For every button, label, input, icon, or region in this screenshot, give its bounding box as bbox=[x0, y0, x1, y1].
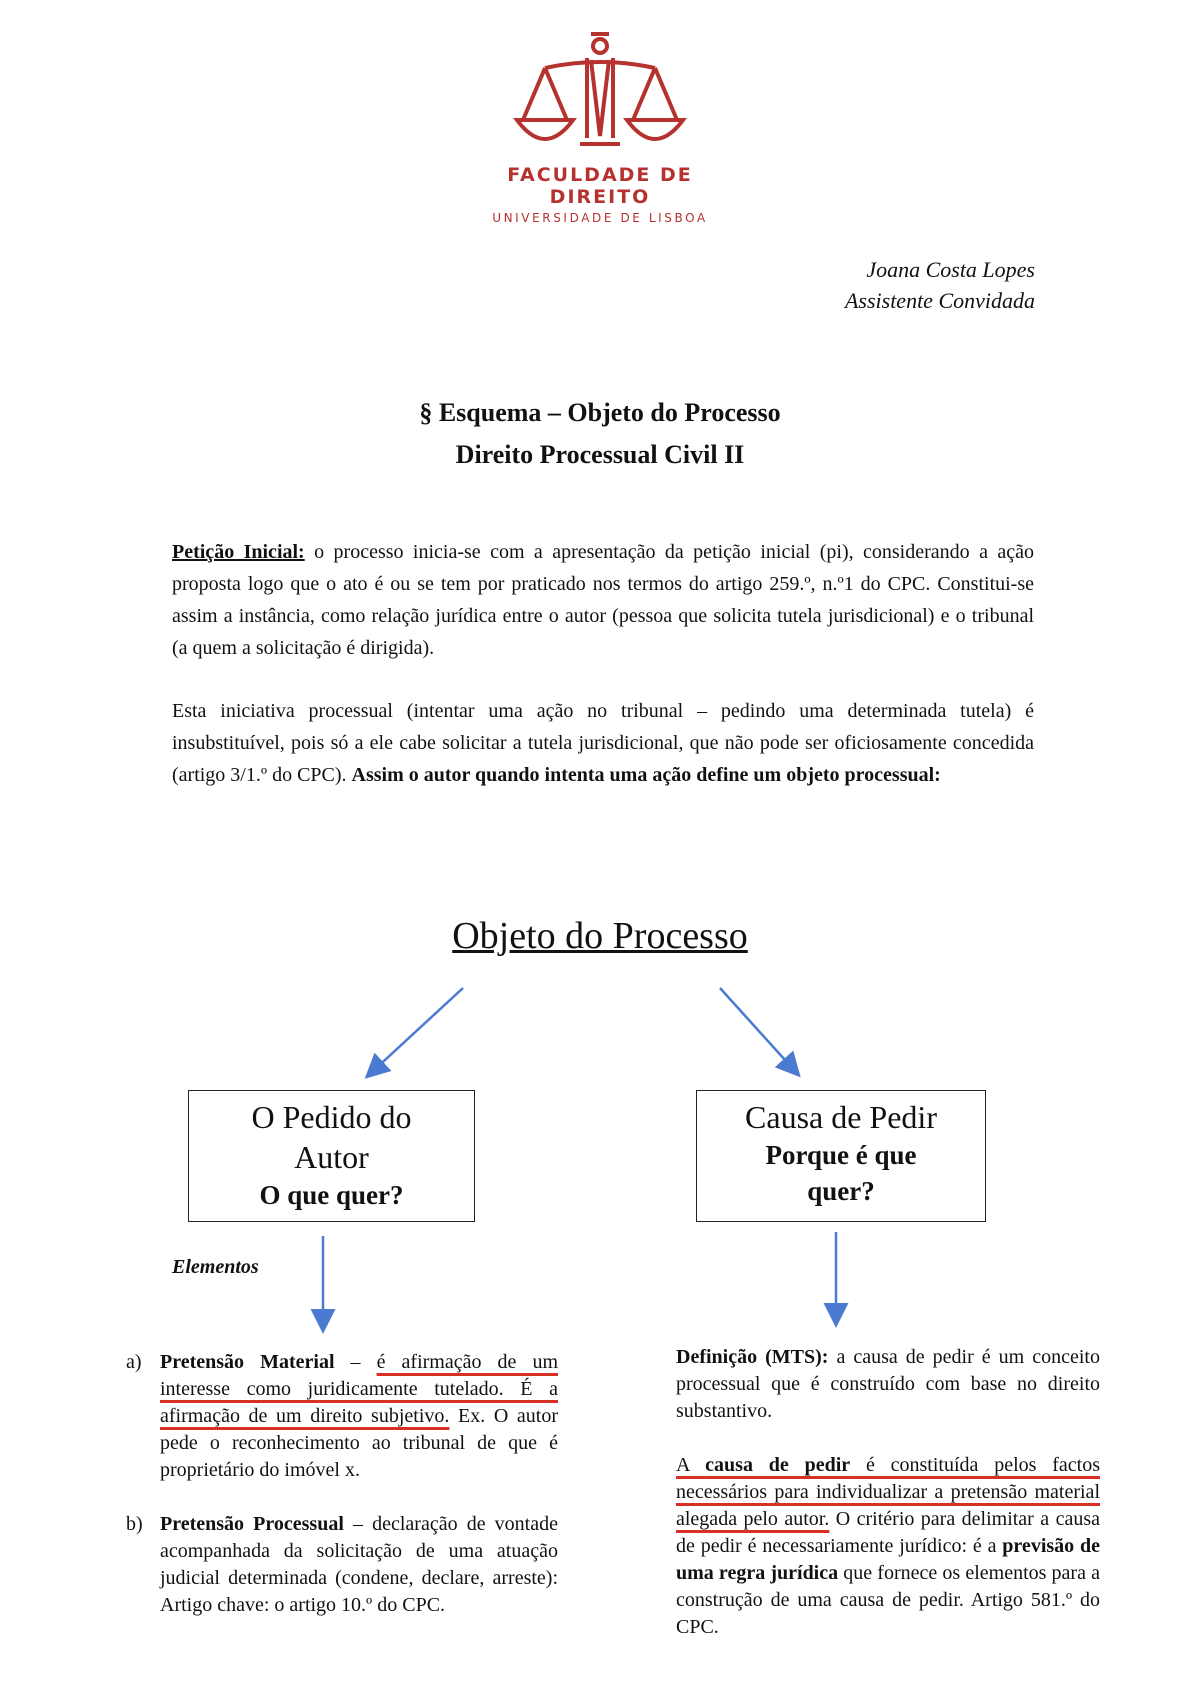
causa-text-2: que fornece os elementos para a construção de uma causa de pedir. Artigo 581.º do CPC. bbox=[676, 1562, 1100, 1638]
intro-p2-bold: Assim o autor quando intenta uma ação define um objeto processual: bbox=[351, 764, 941, 786]
dash: – bbox=[334, 1351, 377, 1373]
petition-label: Petição Inicial: bbox=[172, 541, 305, 563]
pretensao-processual-term: Pretensão Processual bbox=[160, 1513, 344, 1535]
list-marker: b) bbox=[126, 1513, 143, 1535]
causa-text-1: O critério para delimitar a causa de pedir é necessariamente jurídico: é a bbox=[676, 1508, 1100, 1557]
definicao-paragraph bbox=[676, 1344, 1100, 1425]
elementos-label: Elementos bbox=[172, 1256, 259, 1278]
definicao-text: a causa de pedir é um conceito processual que é construído com base no direito substantivo. bbox=[676, 1346, 1100, 1422]
intro-p1-text: o processo inicia-se com a apresentação da petição inicial (pi), considerando a ação proposta logo que o ato é ou se tem por praticado nos termos do artigo 259.º, n.º1 do CPC. Constitui-se assim a instância, como relação jurídica entre o autor (pessoa que solicita tutela jurisdicional) e o tribunal (a quem a solicitação é dirigida). bbox=[172, 541, 1034, 659]
pedido-line-2: Autor bbox=[294, 1139, 369, 1175]
list-item bbox=[126, 1511, 558, 1619]
pretensao-material-example: Ex. O autor pede o reconhecimento ao tribunal de que é proprietário do imóvel x. bbox=[160, 1405, 558, 1481]
causa-pedir-term: causa de pedir bbox=[705, 1454, 851, 1476]
causa-prefix: A bbox=[676, 1454, 706, 1476]
pretensao-material-definition: é afirmação de um interesse como juridicamente tutelado. É a afirmação de um direito subjetivo. bbox=[160, 1351, 558, 1427]
logo-title: FACULDADE DE DIREITO bbox=[507, 164, 693, 208]
arrow-to-pedido bbox=[372, 988, 463, 1072]
arrow-to-causa bbox=[720, 988, 794, 1070]
author-role: Assistente Convidada bbox=[844, 288, 1035, 313]
pretensao-material-term: Pretensão Material bbox=[160, 1351, 335, 1373]
author-name: Joana Costa Lopes bbox=[866, 257, 1035, 282]
intro-p2-text: Esta iniciativa processual (intentar uma ação no tribunal – pedindo uma determinada tutela) é insubstituível, pois só a ele cabe solicitar a tutela jurisdicional, que não pode ser oficiosamente concedida (artigo 3/1.º do CPC). bbox=[172, 700, 1034, 786]
title-line-2: Direito Processual Civil II bbox=[455, 440, 745, 469]
logo-subtitle: UNIVERSIDADE DE LISBOA bbox=[492, 211, 708, 225]
pretensao-processual-text: – declaração de vontade acompanhada da solicitação de uma atuação judicial determinada (condene, declare, arreste): Artigo chave: o artigo 10.º do CPC. bbox=[160, 1513, 558, 1616]
previsao-regra-term: previsão de uma regra jurídica bbox=[676, 1535, 1100, 1584]
pedido-line-1: O Pedido do bbox=[251, 1099, 412, 1135]
causa-question-1: Porque é que bbox=[765, 1140, 917, 1170]
pedido-box bbox=[188, 1090, 475, 1222]
causa-question-2: quer? bbox=[807, 1176, 875, 1206]
list-marker: a) bbox=[126, 1351, 142, 1373]
diagram-title: Objeto do Processo bbox=[452, 915, 748, 957]
definicao-label: Definição (MTS): bbox=[676, 1346, 829, 1368]
causa-pedir-paragraph bbox=[676, 1452, 1100, 1641]
causa-pedir-definition: é constituída pelos factos necessários para individualizar a pretensão material alegada pelo autor. bbox=[676, 1454, 1100, 1530]
list-item bbox=[126, 1349, 558, 1484]
pedido-question: O que quer? bbox=[259, 1180, 404, 1210]
causa-box bbox=[696, 1090, 986, 1222]
title-line-1: § Esquema – Objeto do Processo bbox=[419, 398, 781, 427]
causa-line-1: Causa de Pedir bbox=[745, 1099, 937, 1135]
